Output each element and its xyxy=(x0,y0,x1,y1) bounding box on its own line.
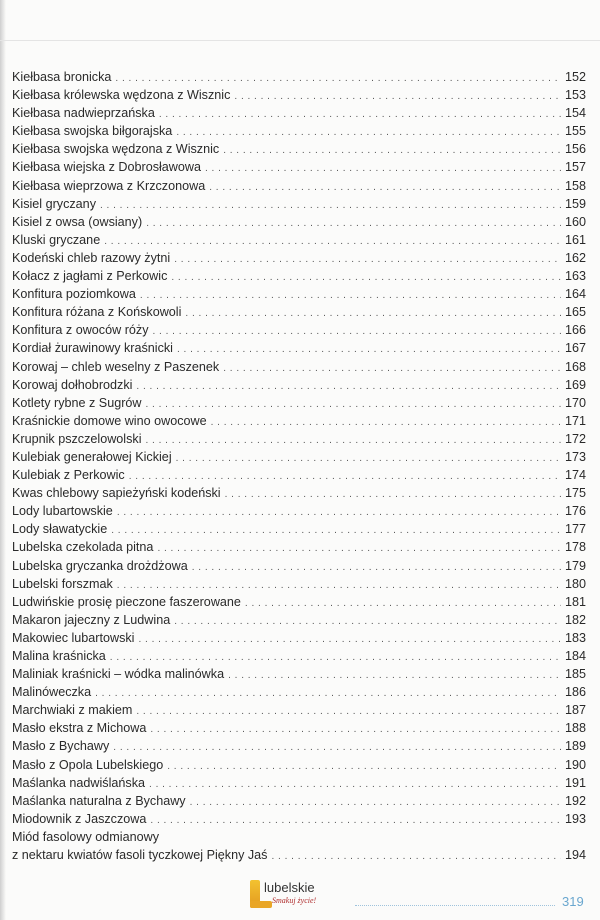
index-entry xyxy=(12,737,586,755)
index-entry xyxy=(12,249,586,267)
entry-page-number: 164 xyxy=(564,287,586,302)
index-entry xyxy=(12,466,586,484)
index-entry xyxy=(12,303,586,321)
entry-page-number: 172 xyxy=(564,431,586,446)
entry-label: Masło z Bychawy xyxy=(12,739,110,754)
entry-label: Kwas chlebowy sapieżyński kodeński xyxy=(12,486,221,501)
index-entry xyxy=(12,665,586,683)
dot-leader xyxy=(100,197,561,215)
index-entry xyxy=(12,611,586,629)
dot-leader xyxy=(153,323,562,341)
entry-page-number: 160 xyxy=(564,214,586,229)
entry-page-number: 168 xyxy=(564,359,586,374)
dot-leader xyxy=(205,160,561,178)
dot-leader xyxy=(146,215,561,233)
page-number: 319 xyxy=(562,894,584,909)
entry-label: Kluski gryczane xyxy=(12,232,101,247)
entry-label: Lody sławatyckie xyxy=(12,522,108,537)
entry-label: Miód fasolowy odmianowy xyxy=(12,829,159,844)
entry-label: Kiełbasa wiejska z Dobrosławowa xyxy=(12,160,201,175)
entry-label: Kiełbasa nadwieprzańska xyxy=(12,106,155,121)
index-entry xyxy=(12,719,586,737)
entry-page-number: 153 xyxy=(564,88,586,103)
entry-page-number: 169 xyxy=(564,377,586,392)
index-entry xyxy=(12,430,586,448)
dot-leader xyxy=(174,251,561,269)
index-entry xyxy=(12,86,586,104)
dot-leader xyxy=(136,378,561,396)
entry-label: Kodeński chleb razowy żytni xyxy=(12,250,171,265)
index-entry xyxy=(12,774,586,792)
entry-page-number: 192 xyxy=(564,793,586,808)
dot-leader xyxy=(111,522,561,540)
index-entry xyxy=(12,520,586,538)
index-entry xyxy=(12,195,586,213)
entry-page-number: 180 xyxy=(564,576,586,591)
entry-page-number: 173 xyxy=(564,449,586,464)
entry-label: Korowaj – chleb weselny z Paszenek xyxy=(12,359,220,374)
top-divider xyxy=(0,40,600,41)
entry-label: Masło z Opola Lubelskiego xyxy=(12,757,164,772)
entry-page-number: 191 xyxy=(564,775,586,790)
dot-leader xyxy=(157,540,561,558)
entry-page-number: 170 xyxy=(564,395,586,410)
entry-page-number: 158 xyxy=(564,178,586,193)
index-entry xyxy=(12,104,586,122)
entry-page-number: 174 xyxy=(564,468,586,483)
entry-label: Lubelska gryczanka drożdżowa xyxy=(12,558,188,573)
entry-page-number: 194 xyxy=(564,848,586,863)
dot-leader xyxy=(176,124,561,142)
entry-label: Miodownik z Jaszczowa xyxy=(12,811,147,826)
entry-label: Makaron jajeczny z Ludwina xyxy=(12,612,171,627)
entry-label: Kulebiak z Perkowic xyxy=(12,468,125,483)
entry-page-number: 177 xyxy=(564,522,586,537)
index-entry xyxy=(12,448,586,466)
entry-page-number: 165 xyxy=(564,305,586,320)
dot-leader xyxy=(95,685,561,703)
entry-page-number: 175 xyxy=(564,486,586,501)
index-entry xyxy=(12,575,586,593)
entry-label: Makowiec lubartowski xyxy=(12,630,135,645)
index-entry xyxy=(12,828,586,846)
page-footer xyxy=(250,878,590,912)
index-entry xyxy=(12,285,586,303)
index-entry xyxy=(12,647,586,665)
dot-leader xyxy=(150,721,561,739)
entry-page-number: 166 xyxy=(564,323,586,338)
entry-page-number: 178 xyxy=(564,540,586,555)
dot-leader xyxy=(271,848,561,866)
dot-leader xyxy=(174,613,561,631)
entry-page-number: 179 xyxy=(564,558,586,573)
dot-leader xyxy=(176,450,561,468)
index-entry xyxy=(12,394,586,412)
entry-label: Kordiał żurawinowy kraśnicki xyxy=(12,341,173,356)
index-entry xyxy=(12,756,586,774)
entry-label: Ludwińskie prosię pieczone faszerowane xyxy=(12,594,241,609)
entry-page-number: 171 xyxy=(564,413,586,428)
entry-page-number: 182 xyxy=(564,612,586,627)
index-entry xyxy=(12,267,586,285)
dot-leader xyxy=(223,142,561,160)
entry-page-number: 152 xyxy=(564,70,586,84)
dot-leader xyxy=(192,559,561,577)
entry-page-number: 156 xyxy=(564,142,586,157)
dot-leader xyxy=(159,106,561,124)
entry-page-number: 181 xyxy=(564,594,586,609)
entry-label: Kisiel z owsa (owsiany) xyxy=(12,214,143,229)
dot-leader xyxy=(190,794,561,812)
index-entry xyxy=(12,792,586,810)
entry-label: Maślanka naturalna z Bychawy xyxy=(12,793,186,808)
index-entry xyxy=(12,339,586,357)
logo-text: lubelskie xyxy=(264,880,315,895)
entry-label: Konfitura z owoców róży xyxy=(12,323,149,338)
footer-divider xyxy=(355,905,555,906)
entry-label: Krupnik pszczelowolski xyxy=(12,431,142,446)
entry-label: Masło ekstra z Michowa xyxy=(12,721,147,736)
entry-label: Maliniak kraśnicki – wódka malinówka xyxy=(12,667,225,682)
index-entry xyxy=(12,810,586,828)
index-entry xyxy=(12,538,586,556)
entry-label: Maślanka nadwiślańska xyxy=(12,775,146,790)
dot-leader xyxy=(150,812,561,830)
entry-label: Konfitura poziomkowa xyxy=(12,287,136,302)
dot-leader xyxy=(146,432,562,450)
index-entry xyxy=(12,68,586,86)
entry-label: Kiełbasa swojska biłgorajska xyxy=(12,124,173,139)
index-entry xyxy=(12,593,586,611)
dot-leader xyxy=(177,341,561,359)
index-entry xyxy=(12,321,586,339)
lubelskie-logo xyxy=(250,878,340,912)
entry-label: Kiełbasa królewska wędzona z Wisznic xyxy=(12,88,231,103)
entry-page-number: 189 xyxy=(564,739,586,754)
dot-leader xyxy=(228,667,561,685)
entry-page-number: 161 xyxy=(564,232,586,247)
entry-page-number: 188 xyxy=(564,721,586,736)
entry-label: Kotlety rybne z Sugrów xyxy=(12,395,142,410)
dot-leader xyxy=(136,703,561,721)
dot-leader xyxy=(171,269,561,287)
entry-page-number: 159 xyxy=(564,196,586,211)
entry-label: Lubelski forszmak xyxy=(12,576,113,591)
index-entry xyxy=(12,158,586,176)
index-entry xyxy=(12,412,586,430)
entry-page-number: 187 xyxy=(564,703,586,718)
entry-page-number: 184 xyxy=(564,649,586,663)
entry-label: Korowaj dołhobrodzki xyxy=(12,377,133,392)
entry-label: Lody lubartowskie xyxy=(12,504,113,519)
entry-label: Kisiel gryczany xyxy=(12,196,96,211)
entry-page-number: 193 xyxy=(564,811,586,826)
dot-leader xyxy=(149,776,561,794)
entry-label: Kraśnickie domowe wino owocowe xyxy=(12,413,207,428)
dot-leader xyxy=(211,414,561,432)
entry-page-number: 190 xyxy=(564,757,586,772)
entry-label: Konfitura różana z Końskowoli xyxy=(12,305,182,320)
entry-page-number: 154 xyxy=(564,106,586,121)
entry-page-number: 176 xyxy=(564,504,586,519)
dot-leader xyxy=(167,758,561,776)
dot-leader xyxy=(140,287,561,305)
index-entry xyxy=(12,683,586,701)
entry-label: Malina kraśnicka xyxy=(12,649,106,663)
dot-leader xyxy=(223,360,561,378)
index-entry xyxy=(12,358,586,376)
dot-leader xyxy=(113,739,561,757)
entry-page-number: 186 xyxy=(564,685,586,700)
dot-leader xyxy=(117,504,561,522)
dot-leader xyxy=(234,88,561,106)
dot-leader xyxy=(245,595,561,613)
entry-page-number: 162 xyxy=(564,250,586,265)
index-entry xyxy=(12,502,586,520)
index-entry xyxy=(12,484,586,502)
logo-mark-icon xyxy=(250,880,260,908)
index-entry xyxy=(12,177,586,195)
dot-leader xyxy=(138,631,561,649)
entry-label: Marchwiaki z makiem xyxy=(12,703,133,718)
entry-label: Kołacz z jagłami z Perkowic xyxy=(12,269,168,284)
index-entry xyxy=(12,557,586,575)
dot-leader xyxy=(209,179,561,197)
entry-label: Malinóweczka xyxy=(12,685,92,700)
entry-page-number: 155 xyxy=(564,124,586,139)
index-entry xyxy=(12,701,586,719)
logo-slogan: Smakuj życie! xyxy=(272,896,317,905)
page-edge-shadow xyxy=(0,0,6,920)
entry-page-number: 183 xyxy=(564,630,586,645)
entry-label: Lubelska czekolada pitna xyxy=(12,540,154,555)
entry-page-number: 157 xyxy=(564,160,586,175)
dot-leader xyxy=(185,305,561,323)
entry-label: Kiełbasa wieprzowa z Krzczonowa xyxy=(12,178,206,193)
index-entry xyxy=(12,231,586,249)
dot-leader xyxy=(225,486,561,504)
index-entry xyxy=(12,629,586,647)
index-entry-continued xyxy=(12,846,586,864)
entry-page-number: 167 xyxy=(564,341,586,356)
entry-label: Kulebiak generałowej Kickiej xyxy=(12,449,172,464)
entry-label: Kiełbasa bronicka xyxy=(12,70,112,84)
entry-page-number: 163 xyxy=(564,269,586,284)
index-entry xyxy=(12,140,586,158)
entry-label: Kiełbasa swojska wędzona z Wisznic xyxy=(12,142,220,157)
index-list xyxy=(12,68,586,864)
index-entry xyxy=(12,122,586,140)
index-entry xyxy=(12,213,586,231)
entry-label: z nektaru kwiatów fasoli tyczkowej Piękny Jaś xyxy=(12,848,268,863)
index-entry xyxy=(12,376,586,394)
entry-page-number: 185 xyxy=(564,667,586,682)
